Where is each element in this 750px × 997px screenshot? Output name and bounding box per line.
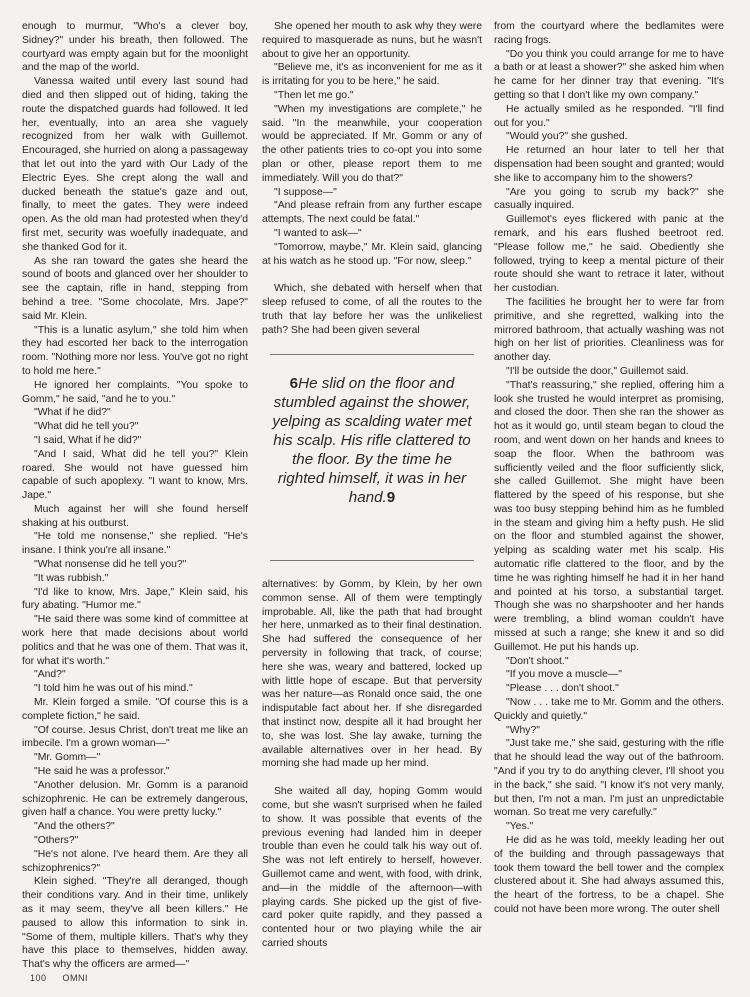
paragraph: "Others?": [34, 835, 79, 847]
pullquote-close-mark: 9: [386, 489, 396, 506]
paragraph: She waited all day, hoping Gomm would come, but she wasn't surprised when he failed to show. It was possible that events of the previous evening had landed him in deeper trouble than even he could talk his way out of. She was not left entirely to herself, however. Guillemot came and went, with food, with drink, and—in the middle of the afternoon—with playing cards. She picked up the gist of five-card poker quite rapidly, and they passed a contented hour or two playing while the air carried shouts: [262, 786, 482, 949]
paragraph: "What if he did?": [34, 407, 111, 419]
paragraph: The facilities he brought her to were far from primitive, and she regretted, walking into the mirrored bathroom, that actually washing was not high on her list of priorities. Cleanliness was for another day.: [494, 296, 724, 364]
paragraph: "I told him he was out of his mind.": [34, 683, 193, 695]
magazine-name: OMNI: [62, 973, 89, 983]
paragraph: As she ran toward the gates she heard the sound of boots and glanced over her shoulder to see the captain, rifle in hand, stepping from behind a tree. "Some chocolate, Mrs. Jape?" said Mr. Klein.: [22, 255, 248, 322]
paragraph: "Believe me, it's as inconvenient for me as it is irritating for you to be here," he said.: [262, 62, 482, 88]
column-middle-bottom: [262, 578, 482, 956]
paragraph: "I suppose—": [274, 186, 337, 198]
pullquote-bottom-rule: [270, 560, 474, 561]
paragraph: Klein sighed. "They're all deranged, though their conditions vary. And in their time, unlikely as it may seem, they've all been killers." He paused to allow this information to sink in. "Some of them, multiple killers. That's why they have this place to themselves, hidden away. That's why the officers are armed—": [22, 876, 248, 971]
paragraph: "I wanted to ask—": [274, 227, 362, 239]
paragraph: "I'll be outside the door," Guillemot said.: [506, 365, 689, 377]
paragraph: "If you move a muscle—": [506, 669, 622, 681]
paragraph: "I'd like to know, Mrs. Jape," Klein said, his fury abating. "Humor me.": [22, 586, 248, 612]
paragraph: Mr. Klein forged a smile. "Of course this is a complete fiction," he said.: [22, 697, 248, 722]
paragraph: "This is a lunatic asylum," she told him when they had escorted her back to the interrogation room. "Nothing more nor less. You've got no right to hold me here.": [22, 324, 248, 377]
paragraph: "That's reassuring," she replied, offering him a look she trusted he would interpret as promising, and closed the door. Then she ran the shower as hot as it would go, until steam began to cloud the room, and went down on her hands and knees to soap the floor. When the bathroom was sufficiently veiled and the floor sufficiently slick, she called Guillemot. She might have been flattered by the speed of his response, but she was too busy stepping behind him as he fumbled in the steam and giving him a hefty push. He slid on the floor and stumbled against the shower, yelping as scalding water met his scalp. His automatic rifle clattered to the floor, and by the time he was righting himself he had it in her hand and pointed at his torso, a substantial target. Though she was no sharpshooter and her hands were trembling, a blind woman couldn't have missed at such a range; she knew it and so did Guillemot. He put his hands up.: [494, 379, 724, 653]
paragraph: "Please . . . don't shoot.": [506, 683, 619, 695]
paragraph: "Do you think you could arrange for me to have a bath or at least a shower?" she asked him when he came for her dinner tray that evening. "It's getting so that I don't like my own company.": [494, 48, 724, 101]
paragraph: Guillemot's eyes flickered with panic at the remark, and his ears flushed beetroot red. "Please follow me," he said. Obediently she followed, trying to keep a mental picture of their route should she want to retrace it later, without her custodian.: [494, 214, 724, 295]
paragraph: Vanessa waited until every last sound had died and then slipped out of hiding, taking the route the dispatched guards had followed. It led her, eventually, into an area she vaguely recognized from her walk with Guillemot. Encouraged, she hurried on along a passageway that let out into the yard with Our Lady of the Electric Eyes. She crept along the wall and ducked beneath the statue's gaze and out, finally, to meet the gates. They were indeed open. As the old man had protested when they'd first met, security was woefully inadequate, and she thanked God for it.: [22, 76, 248, 253]
paragraph: "It was rubbish.": [34, 572, 109, 584]
pullquote: [270, 374, 474, 507]
paragraph: "Are you going to scrub my back?" she casually inquired.: [494, 186, 724, 212]
paragraph: "Why?": [506, 724, 540, 736]
paragraph: alternatives: by Gomm, by Klein, by her own common sense. All of them were temptingly improbable. All, like the path that had brought her here, unmarked as to their final destination. She had suffered the consequence of her perversity in following that track, of course; here she was, weary and battered, locked up with little hope of escape. But that perversity was her nature—as Ronald once said, the one indisputable fact about her. If she disregarded that instinct now, despite all it had brought her to, she was lost. She lay awake, turning the available alternatives over in her head. By morning she had made up her mind.: [262, 579, 482, 770]
paragraph: He ignored her complaints. "You spoke to Gomm," he said, "and he to you.": [22, 379, 248, 405]
paragraph: "Now . . . take me to Mr. Gomm and the others. Quickly and quietly.": [494, 697, 724, 722]
paragraph: "And please refrain from any further escape attempts. The next could be fatal.": [262, 200, 482, 226]
pullquote-open-mark: 6: [289, 375, 299, 392]
folio: [30, 973, 104, 983]
paragraph: "I said, What if he did?": [34, 434, 142, 446]
paragraph: He returned an hour later to tell her that dispensation had been sought and granted; would she like to accompany him to the showers?: [494, 145, 724, 184]
paragraph: Which, she debated with herself when that sleep refused to come, of all the routes to the truth that lay before her was the unlikeliest path? She had been given several: [262, 283, 482, 336]
paragraph: "Of course. Jesus Christ, don't treat me like an imbecile. I'm a grown woman—": [22, 724, 248, 750]
pullquote-text: He slid on the floor and stumbled against the shower, yelping as scalding water met his scalp. His rifle clattered to the floor. By the time he righted himself, it was in her hand.: [272, 375, 472, 506]
paragraph: He did as he was told, meekly leading her out of the building and through passageways that took them toward the bell tower and the complex clustered about it. She had always assumed this, the heart of the fortress, to be a chapel. She could not have been more wrong. The outer shell: [494, 835, 724, 915]
paragraph: "Another delusion. Mr. Gomm is a paranoid schizophrenic. He can be extremely dangerous, given half a chance. You were pretty lucky.": [22, 779, 248, 819]
paragraph: from the courtyard where the bedlamites were racing frogs.: [494, 21, 724, 46]
column-left: [22, 20, 248, 971]
paragraph: He actually smiled as he responded. "I'll find out for you.": [494, 103, 724, 129]
column-right: [494, 20, 724, 985]
paragraph: "What nonsense did he tell you?": [34, 559, 187, 571]
paragraph: "Would you?" she gushed.: [506, 131, 628, 143]
paragraph: "What did he tell you?": [34, 421, 139, 433]
paragraph: "Tomorrow, maybe," Mr. Klein said, glancing at his watch as he stood up. "For now, sleep.": [262, 241, 482, 267]
pullquote-top-rule: [270, 354, 474, 355]
paragraph: "Just take me," she said, gesturing with the rifle that he should lead the way out of the bathroom. "And if you try to do anything clever, I'll shoot you in the back," she said. "I know it's not very manly, but then, I'm not a man. I'm just an unpredictable woman. So treat me very carefully.": [494, 738, 724, 819]
paragraph: "Yes.": [506, 821, 534, 833]
paragraph: enough to murmur, "Who's a clever boy, Sidney?" under his breath, then followed. The courtyard was empty again but for the moonlight and the map of the world.: [22, 21, 248, 74]
paragraph: "And I said, What did he tell you?" Klein roared. She would not have guessed him capable of such apoplexy. "I want to know, Mrs. Jape.": [22, 448, 248, 502]
paragraph: She opened her mouth to ask why they were required to masquerade as nuns, but he wasn't about to give her an opportunity.: [262, 21, 482, 60]
paragraph: "When my investigations are complete," he said. "In the meanwhile, your cooperation would be appreciated. If Mr. Gomm or any of the other patients tries to co-opt you into some plan or other, please report them to me immediately. Will you do that?": [262, 103, 482, 184]
paragraph: Much against her will she found herself shaking at his outburst.: [22, 503, 248, 529]
paragraph: "And?": [34, 669, 66, 681]
paragraph: "He told me nonsense," she replied. "He's insane. I think you're all insane.": [22, 531, 248, 557]
paragraph: "He said he was a professor.": [34, 766, 170, 778]
paragraph: "And the others?": [34, 821, 115, 833]
page-number: 100: [30, 973, 47, 983]
paragraph: "He said there was some kind of committee at work here that made decisions about world politics and that he was one of them. That was it, for what it's worth.": [22, 614, 248, 667]
paragraph: "Mr. Gomm—": [34, 752, 101, 764]
paragraph: "He's not alone. I've heard them. Are they all schizophrenics?": [22, 848, 248, 874]
paragraph: "Don't shoot.": [506, 655, 569, 667]
paragraph: "Then let me go.": [274, 89, 354, 101]
